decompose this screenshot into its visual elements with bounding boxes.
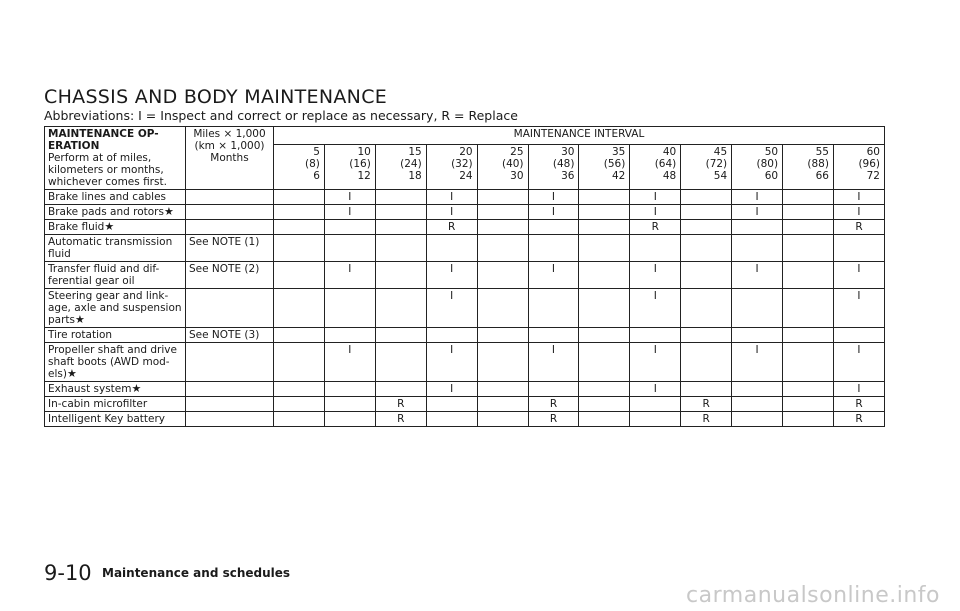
interval-miles: 25	[510, 145, 524, 158]
interval-mark-cell	[783, 235, 834, 262]
table-row	[45, 343, 885, 382]
interval-mark-cell: I	[630, 382, 681, 397]
interval-mark-cell	[579, 343, 630, 382]
interval-months: 36	[561, 169, 575, 182]
interval-mark-cell: I	[630, 289, 681, 328]
interval-miles: 40	[662, 145, 677, 158]
interval-mark-cell	[783, 190, 834, 205]
operation-cell	[45, 382, 186, 397]
interval-mark-cell	[274, 397, 325, 412]
interval-mark-cell	[274, 328, 325, 343]
interval-header-cell	[783, 144, 834, 190]
interval-mark-cell	[681, 205, 732, 220]
note-cell	[186, 343, 274, 382]
interval-months: 60	[764, 169, 779, 182]
operation-cell	[45, 328, 186, 343]
note-cell	[186, 190, 274, 205]
interval-km: (96)	[858, 157, 880, 170]
operation-label: Transfer fluid and dif-ferential gear oil	[48, 263, 160, 287]
interval-mark-cell: R	[528, 412, 579, 427]
interval-miles: 55	[815, 145, 829, 158]
table-row	[45, 397, 885, 412]
interval-mark-cell	[528, 382, 579, 397]
maintenance-table	[44, 126, 885, 427]
interval-km: (40)	[501, 157, 524, 170]
header-op-title-1: MAINTENANCE OP-	[48, 128, 159, 140]
interval-mark-cell	[681, 190, 732, 205]
interval-mark-cell: I	[426, 343, 477, 382]
interval-mark-cell: I	[833, 190, 884, 205]
interval-miles: 15	[408, 145, 422, 158]
table-row	[45, 412, 885, 427]
header-op-title-2: ERATION	[48, 140, 100, 152]
interval-mark-cell: R	[426, 220, 477, 235]
interval-mark-cell: R	[375, 412, 426, 427]
interval-mark-cell	[477, 412, 528, 427]
operation-label: Tire rotation	[48, 329, 113, 341]
interval-mark-cell	[732, 220, 783, 235]
interval-mark-cell	[783, 289, 834, 328]
interval-mark-cell: I	[324, 205, 375, 220]
interval-mark-cell	[375, 343, 426, 382]
interval-header-cell	[630, 144, 681, 190]
interval-mark-cell	[477, 190, 528, 205]
interval-mark-cell	[324, 397, 375, 412]
interval-mark-cell: R	[681, 397, 732, 412]
note-cell	[186, 412, 274, 427]
operation-cell	[45, 220, 186, 235]
interval-mark-cell	[681, 262, 732, 289]
interval-mark-cell	[681, 220, 732, 235]
interval-mark-cell	[579, 382, 630, 397]
star-icon: ★	[131, 382, 142, 395]
header-miles-1: Miles × 1,000	[193, 128, 266, 140]
interval-mark-cell	[833, 328, 884, 343]
interval-mark-cell	[375, 289, 426, 328]
interval-mark-cell	[477, 343, 528, 382]
operation-cell	[45, 262, 186, 289]
interval-mark-cell: I	[732, 190, 783, 205]
header-interval: MAINTENANCE INTERVAL	[274, 127, 885, 145]
interval-mark-cell	[630, 328, 681, 343]
interval-mark-cell: I	[732, 205, 783, 220]
interval-mark-cell	[528, 328, 579, 343]
interval-mark-cell: R	[630, 220, 681, 235]
operation-label: Brake pads and rotors	[48, 206, 164, 218]
interval-mark-cell	[375, 382, 426, 397]
interval-mark-cell	[274, 289, 325, 328]
interval-mark-cell	[375, 220, 426, 235]
operation-label: Exhaust system	[48, 383, 132, 395]
operation-cell	[45, 343, 186, 382]
interval-mark-cell: I	[426, 289, 477, 328]
interval-miles: 10	[357, 145, 371, 158]
interval-mark-cell	[274, 412, 325, 427]
interval-mark-cell	[375, 205, 426, 220]
interval-mark-cell	[274, 205, 325, 220]
operation-label: Brake fluid	[48, 221, 105, 233]
interval-mark-cell	[681, 289, 732, 328]
table-row	[45, 289, 885, 328]
interval-months: 66	[815, 169, 829, 182]
operation-cell	[45, 190, 186, 205]
interval-mark-cell: I	[732, 343, 783, 382]
interval-mark-cell: R	[528, 397, 579, 412]
star-icon: ★	[104, 220, 115, 233]
interval-mark-cell	[579, 190, 630, 205]
interval-mark-cell	[528, 289, 579, 328]
interval-mark-cell	[783, 397, 834, 412]
interval-header-cell	[579, 144, 630, 190]
interval-mark-cell	[783, 328, 834, 343]
interval-mark-cell: R	[681, 412, 732, 427]
operation-cell	[45, 289, 186, 328]
interval-mark-cell: I	[833, 382, 884, 397]
interval-mark-cell	[732, 235, 783, 262]
interval-mark-cell	[630, 235, 681, 262]
interval-mark-cell	[426, 328, 477, 343]
note-cell	[186, 220, 274, 235]
interval-header-cell	[732, 144, 783, 190]
interval-mark-cell: I	[426, 262, 477, 289]
interval-mark-cell	[477, 328, 528, 343]
interval-mark-cell	[477, 262, 528, 289]
interval-mark-cell	[528, 235, 579, 262]
interval-mark-cell: I	[833, 262, 884, 289]
interval-miles: 5	[313, 145, 320, 158]
interval-mark-cell: I	[528, 205, 579, 220]
interval-miles: 45	[713, 145, 728, 158]
header-miles	[186, 127, 274, 190]
interval-mark-cell	[477, 289, 528, 328]
interval-miles: 50	[764, 145, 779, 158]
interval-mark-cell: I	[833, 205, 884, 220]
section-name: Maintenance and schedules	[102, 566, 291, 580]
interval-miles: 20	[459, 145, 473, 158]
operation-cell	[45, 205, 186, 220]
star-icon: ★	[163, 205, 174, 218]
interval-mark-cell	[477, 397, 528, 412]
interval-mark-cell	[681, 382, 732, 397]
interval-mark-cell	[579, 220, 630, 235]
interval-months: 48	[662, 169, 677, 182]
operation-label: In-cabin microfilter	[48, 398, 148, 410]
note-cell: See NOTE (2)	[186, 262, 274, 289]
interval-months: 72	[866, 169, 880, 182]
interval-mark-cell: I	[426, 205, 477, 220]
page-title: CHASSIS AND BODY MAINTENANCE	[44, 86, 388, 108]
interval-mark-cell	[783, 205, 834, 220]
interval-mark-cell	[732, 289, 783, 328]
interval-km: (48)	[552, 157, 575, 170]
interval-mark-cell	[477, 382, 528, 397]
operation-cell	[45, 412, 186, 427]
interval-mark-cell	[783, 262, 834, 289]
operation-label: Propeller shaft and drive shaft boots (AWD mod-els)	[48, 344, 177, 380]
table-row	[45, 190, 885, 205]
interval-km: (56)	[603, 157, 626, 170]
interval-mark-cell	[274, 343, 325, 382]
interval-km: (80)	[756, 157, 779, 170]
note-cell: See NOTE (3)	[186, 328, 274, 343]
interval-mark-cell	[681, 235, 732, 262]
interval-km: (72)	[705, 157, 728, 170]
interval-mark-cell: R	[833, 220, 884, 235]
interval-mark-cell	[579, 289, 630, 328]
interval-mark-cell: I	[528, 190, 579, 205]
note-cell	[186, 205, 274, 220]
interval-mark-cell: I	[732, 262, 783, 289]
interval-mark-cell	[426, 235, 477, 262]
interval-header-cell	[477, 144, 528, 190]
header-row-top	[45, 127, 885, 145]
operation-cell	[45, 235, 186, 262]
interval-miles: 35	[611, 145, 626, 158]
interval-mark-cell	[426, 397, 477, 412]
interval-mark-cell	[833, 235, 884, 262]
operation-label: Brake lines and cables	[48, 191, 167, 203]
interval-mark-cell: I	[324, 343, 375, 382]
interval-mark-cell	[477, 220, 528, 235]
header-miles-3: Months	[210, 152, 249, 164]
interval-mark-cell: R	[375, 397, 426, 412]
interval-mark-cell	[324, 382, 375, 397]
interval-mark-cell	[681, 343, 732, 382]
table-row	[45, 205, 885, 220]
abbreviations-note: Abbreviations: I = Inspect and correct or replace as necessary, R = Replace	[44, 108, 518, 123]
interval-mark-cell	[783, 220, 834, 235]
interval-mark-cell: I	[324, 190, 375, 205]
interval-header-cell	[426, 144, 477, 190]
interval-km: (16)	[349, 157, 371, 170]
interval-mark-cell	[579, 397, 630, 412]
interval-miles: 60	[866, 145, 880, 158]
interval-mark-cell: I	[426, 190, 477, 205]
interval-km: (32)	[451, 157, 473, 170]
interval-mark-cell	[732, 382, 783, 397]
interval-mark-cell	[324, 220, 375, 235]
interval-mark-cell	[426, 412, 477, 427]
interval-header-cell	[274, 144, 325, 190]
interval-mark-cell	[783, 412, 834, 427]
interval-mark-cell	[375, 262, 426, 289]
interval-months: 24	[459, 169, 473, 182]
interval-months: 18	[408, 169, 422, 182]
interval-mark-cell	[783, 343, 834, 382]
header-miles-2: (km × 1,000)	[194, 140, 265, 152]
interval-mark-cell: I	[426, 382, 477, 397]
note-cell	[186, 397, 274, 412]
interval-mark-cell	[274, 190, 325, 205]
page-number: 9-10	[44, 561, 92, 585]
interval-mark-cell: I	[630, 343, 681, 382]
interval-mark-cell	[732, 328, 783, 343]
watermark: carmanualsonline.info	[686, 583, 940, 608]
interval-km: (8)	[305, 157, 320, 170]
interval-mark-cell	[324, 289, 375, 328]
interval-mark-cell	[630, 397, 681, 412]
interval-mark-cell: I	[528, 262, 579, 289]
interval-mark-cell: I	[630, 262, 681, 289]
interval-header-cell	[681, 144, 732, 190]
interval-mark-cell	[375, 190, 426, 205]
table-row	[45, 262, 885, 289]
interval-header-cell	[375, 144, 426, 190]
interval-mark-cell: I	[833, 343, 884, 382]
interval-mark-cell	[477, 235, 528, 262]
interval-mark-cell	[732, 397, 783, 412]
interval-mark-cell	[324, 328, 375, 343]
table-row	[45, 382, 885, 397]
interval-km: (24)	[400, 157, 422, 170]
interval-mark-cell: I	[630, 205, 681, 220]
operation-label: Automatic transmission fluid	[48, 236, 173, 260]
interval-mark-cell	[274, 262, 325, 289]
star-icon: ★	[66, 367, 77, 380]
interval-mark-cell	[528, 220, 579, 235]
star-icon: ★	[75, 313, 85, 326]
interval-mark-cell: I	[324, 262, 375, 289]
note-cell	[186, 289, 274, 328]
interval-mark-cell	[375, 235, 426, 262]
interval-mark-cell	[579, 328, 630, 343]
header-operation	[45, 127, 186, 190]
interval-header-cell	[528, 144, 579, 190]
table-row	[45, 235, 885, 262]
interval-mark-cell	[274, 235, 325, 262]
interval-mark-cell	[274, 220, 325, 235]
interval-months: 42	[611, 169, 626, 182]
interval-mark-cell	[732, 412, 783, 427]
interval-mark-cell: I	[630, 190, 681, 205]
header-op-desc: Perform at of miles, kilometers or months, whichever comes first.	[48, 152, 167, 188]
interval-mark-cell: I	[833, 289, 884, 328]
interval-mark-cell: R	[833, 412, 884, 427]
interval-mark-cell	[783, 382, 834, 397]
interval-mark-cell	[630, 412, 681, 427]
interval-mark-cell	[579, 262, 630, 289]
operation-label: Steering gear and link-age, axle and suspension parts	[48, 290, 182, 326]
interval-miles: 30	[561, 145, 575, 158]
interval-months: 30	[510, 169, 524, 182]
interval-mark-cell	[274, 382, 325, 397]
table-row	[45, 328, 885, 343]
operation-cell	[45, 397, 186, 412]
interval-mark-cell	[477, 205, 528, 220]
interval-header-cell	[324, 144, 375, 190]
interval-km: (88)	[807, 157, 829, 170]
interval-mark-cell	[579, 235, 630, 262]
operation-label: Intelligent Key battery	[48, 413, 166, 425]
note-cell	[186, 382, 274, 397]
interval-mark-cell	[681, 328, 732, 343]
interval-months: 12	[357, 169, 371, 182]
interval-months: 6	[313, 169, 320, 182]
interval-km: (64)	[654, 157, 677, 170]
interval-mark-cell: R	[833, 397, 884, 412]
interval-mark-cell: I	[528, 343, 579, 382]
note-cell: See NOTE (1)	[186, 235, 274, 262]
table-row	[45, 220, 885, 235]
interval-mark-cell	[579, 412, 630, 427]
interval-header-cell	[833, 144, 884, 190]
interval-mark-cell	[324, 235, 375, 262]
interval-mark-cell	[324, 412, 375, 427]
interval-mark-cell	[579, 205, 630, 220]
interval-months: 54	[713, 169, 728, 182]
interval-mark-cell	[375, 328, 426, 343]
